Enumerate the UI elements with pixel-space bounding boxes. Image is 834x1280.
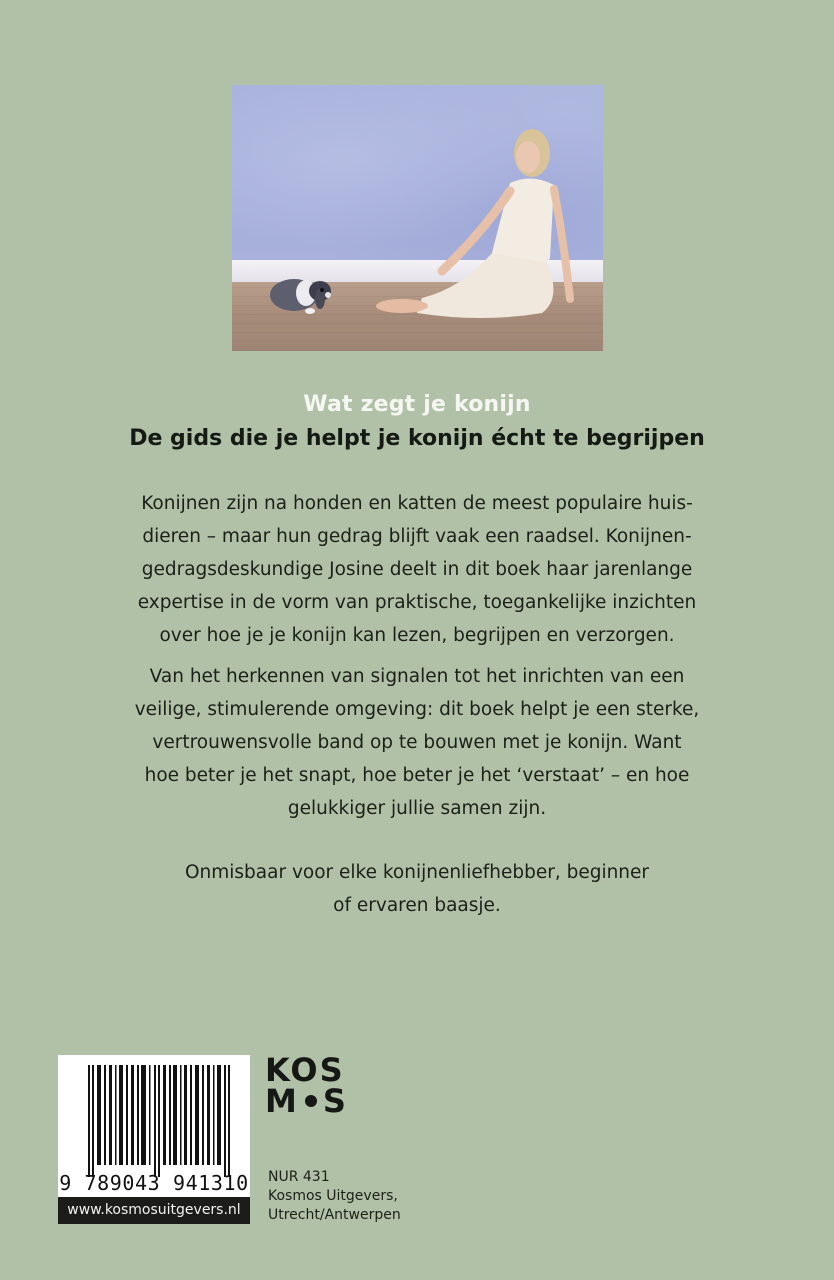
kosmos-logo bbox=[265, 1051, 360, 1123]
isbn-barcode bbox=[58, 1055, 250, 1224]
text-line: Onmisbaar voor elke konijnenliefhebber, beginner bbox=[184, 862, 650, 883]
logo-letter-s: S bbox=[322, 1082, 348, 1120]
text-line: Van het herkennen van signalen tot het inrichten van een bbox=[149, 666, 685, 687]
blurb-paragraph-2 bbox=[130, 660, 704, 825]
text-line: gedragsdeskundige Josine deelt in dit boek haar jarenlange bbox=[141, 559, 693, 580]
publisher-location: Utrecht/Antwerpen bbox=[268, 1207, 401, 1223]
nur-code: NUR 431 bbox=[268, 1169, 330, 1185]
logo-row-1: KOS bbox=[265, 1051, 345, 1089]
blurb-paragraph-1 bbox=[130, 487, 704, 652]
logo-letter-m: M bbox=[265, 1082, 299, 1120]
rabbit-illustration bbox=[264, 271, 338, 315]
publisher-name: Kosmos Uitgevers, bbox=[268, 1188, 398, 1204]
text-line: Konijnen zijn na honden en katten de meest populaire huis- bbox=[141, 493, 693, 514]
text-line: of ervaren baasje. bbox=[333, 895, 501, 916]
text-line: expertise in de vorm van praktische, toegankelijke inzichten bbox=[137, 592, 697, 613]
blurb-paragraph-3 bbox=[130, 856, 704, 922]
publisher-url: www.kosmosuitgevers.nl bbox=[58, 1197, 250, 1224]
author-photo bbox=[232, 85, 603, 351]
barcode-icon bbox=[74, 1065, 242, 1177]
imprint-info bbox=[268, 1168, 401, 1225]
book-subtitle: De gids die je helpt je konijn écht te begrijpen bbox=[129, 426, 705, 451]
text-line: veilige, stimulerende omgeving: dit boek helpt je een sterke, bbox=[134, 699, 700, 720]
logo-row-2 bbox=[265, 1082, 360, 1120]
woman-illustration bbox=[342, 123, 582, 323]
text-line: dieren – maar hun gedrag blijft vaak een raadsel. Konijnen- bbox=[142, 526, 692, 547]
text-line: hoe beter je het snapt, hoe beter je het ‘verstaat’ – en hoe bbox=[144, 765, 690, 786]
isbn-number: 9 789043 941310 bbox=[59, 1171, 249, 1195]
text-line: vertrouwensvolle band op te bouwen met je konijn. Want bbox=[152, 732, 682, 753]
text-line: over hoe je je konijn kan lezen, begrijpen en verzorgen. bbox=[159, 625, 675, 646]
text-line: gelukkiger jullie samen zijn. bbox=[287, 798, 547, 819]
book-title: Wat zegt je konijn bbox=[303, 392, 531, 417]
logo-dot-icon bbox=[305, 1095, 317, 1107]
